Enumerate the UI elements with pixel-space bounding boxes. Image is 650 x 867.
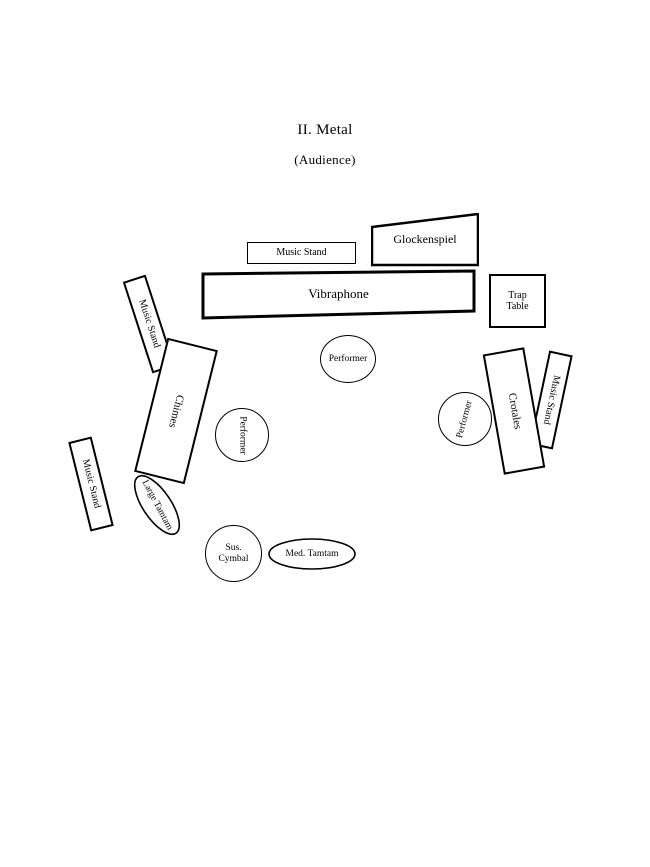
large-tamtam-shape[interactable] <box>120 474 194 536</box>
performer-right[interactable] <box>438 392 492 446</box>
performer-right-label: Performer <box>454 398 475 439</box>
sus-cymbal-label-line2: Cymbal <box>218 553 249 564</box>
music-stand-top[interactable] <box>247 242 356 264</box>
glockenspiel-shape[interactable] <box>371 213 479 267</box>
vibraphone-label: Vibraphone <box>308 286 369 302</box>
chimes-shape[interactable] <box>134 338 218 484</box>
performer-left-label: Performer <box>237 415 248 455</box>
page-subtitle: (Audience) <box>294 152 356 167</box>
music-stand-right-label: Music Stand <box>540 374 562 426</box>
music-stand-left-upper-label: Music Stand <box>136 298 163 350</box>
performer-left[interactable] <box>215 408 269 462</box>
trap-table-label-line1: Trap <box>508 289 527 301</box>
med-tamtam-shape[interactable] <box>268 538 356 570</box>
trap-table-label <box>506 290 528 313</box>
crotales-label: Crotales <box>505 391 524 431</box>
chimes-label: Chimes <box>166 393 187 429</box>
large-tamtam-label: Large Tamtam <box>140 478 175 532</box>
sus-cymbal-shape[interactable] <box>205 525 262 582</box>
music-stand-left-lower[interactable] <box>68 436 114 531</box>
trap-table-shape[interactable] <box>489 274 546 328</box>
med-tamtam-label: Med. Tamtam <box>285 548 339 559</box>
performer-top-label: Performer <box>328 353 368 364</box>
performer-top[interactable] <box>320 335 376 383</box>
music-stand-top-label: Music Stand <box>276 247 327 259</box>
glockenspiel-label: Glockenspiel <box>393 232 457 247</box>
sus-cymbal-label-line1: Sus. <box>225 542 242 553</box>
vibraphone-shape[interactable] <box>201 269 476 320</box>
trap-table-label-line2: Table <box>506 301 529 312</box>
sus-cymbal-label <box>218 543 248 565</box>
music-stand-left-lower-label: Music Stand <box>79 458 103 510</box>
page-title: II. Metal <box>297 122 353 138</box>
